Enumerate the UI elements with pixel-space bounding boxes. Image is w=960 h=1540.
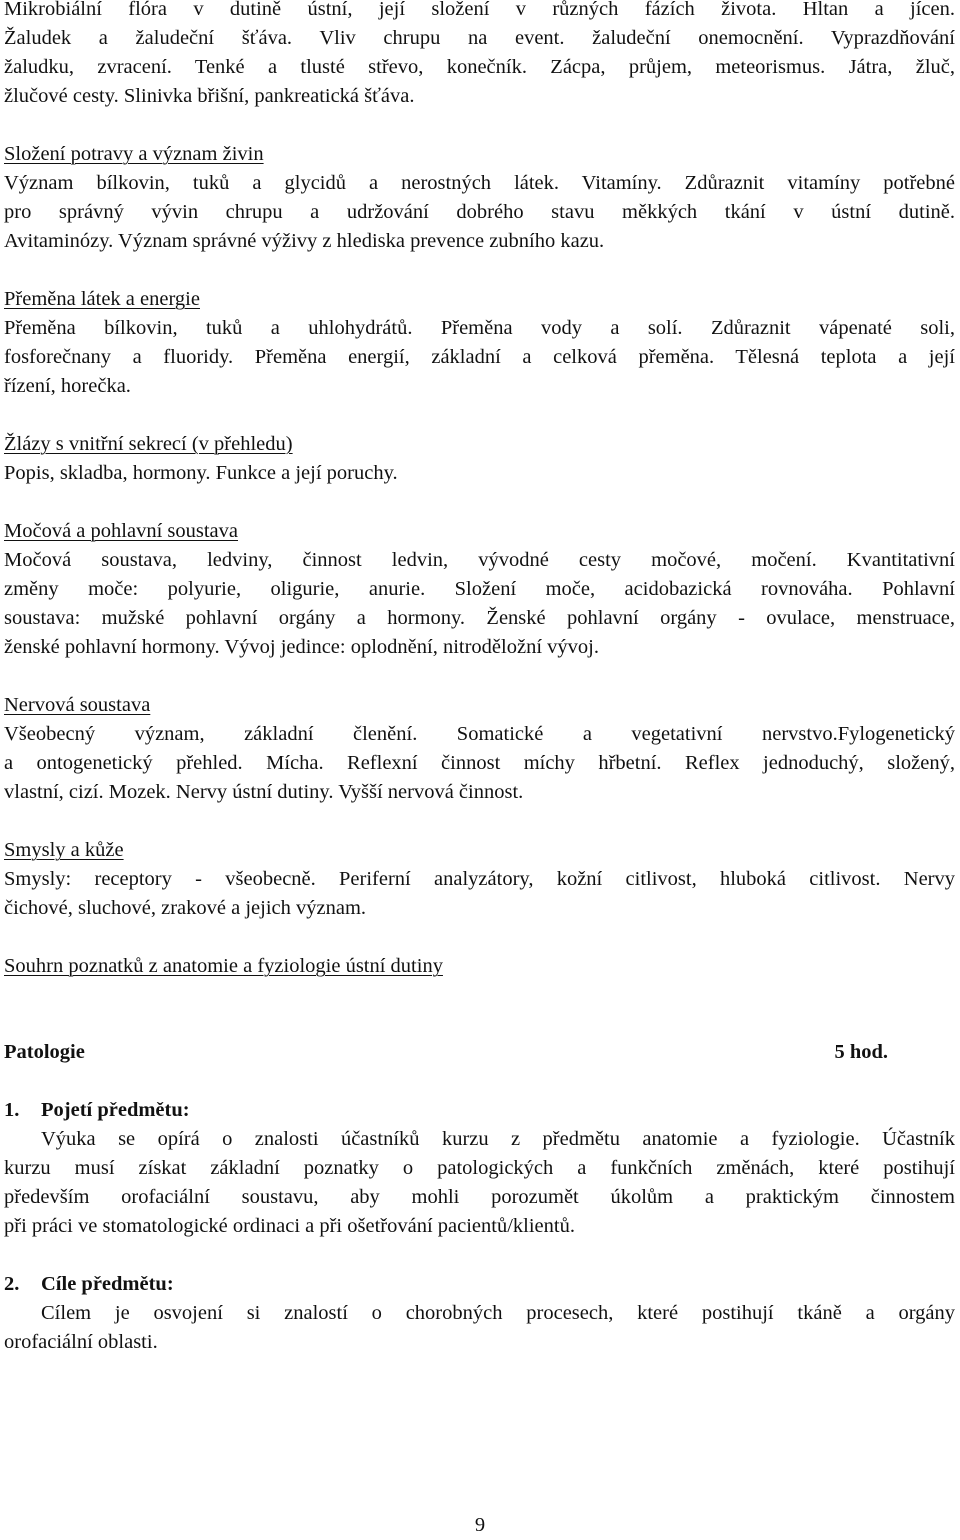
text-line: Cílem je osvojení si znalostí o chorobných procesech, které postihují tkáně a orgány <box>41 1302 955 1324</box>
heading-number: 1. <box>4 1099 20 1121</box>
text-line: Význam bílkovin, tuků a glycidů a nerostných látek. Vitamíny. Zdůraznit vitamíny potřebné <box>4 172 955 194</box>
section-heading: Žlázy s vnitřní sekrecí (v přehledu) <box>4 433 293 455</box>
text-line: změny moče: polyurie, oligurie, anurie. Složení moče, acidobazická rovnováha. Pohlavní <box>4 578 955 600</box>
text-line: Popis, skladba, hormony. Funkce a její poruchy. <box>4 462 398 484</box>
numbered-section-cile <box>4 1270 955 1357</box>
section-smysly <box>4 836 955 923</box>
section-premena-latek <box>4 285 955 401</box>
text-line: Žaludek a žaludeční šťáva. Vliv chrupu na event. žaludeční onemocnění. Vyprazdňování <box>4 27 955 49</box>
intro-paragraph <box>4 0 955 111</box>
section-heading: Močová a pohlavní soustava <box>4 520 238 542</box>
section-zlazy <box>4 430 955 488</box>
numbered-section-pojeti <box>4 1096 955 1241</box>
heading-title: Cíle předmětu: <box>41 1273 174 1295</box>
numbered-heading <box>4 1270 955 1299</box>
text-line: čichové, sluchové, zrakové a jejich význam. <box>4 897 367 919</box>
text-line: soustava: mužské pohlavní orgány a hormony. Ženské pohlavní orgány - ovulace, menstruace, <box>4 607 955 629</box>
subject-header <box>4 1038 888 1067</box>
section-slozeni-potravy <box>4 140 955 256</box>
text-line: a ontogenetický přehled. Mícha. Reflexní činnost míchy hřbetní. Reflex jednoduchý, složený, <box>4 752 955 774</box>
text-line: ženské pohlavní hormony. Vývoj jedince: oplodnění, nitroděložní vývoj. <box>4 636 599 658</box>
subject-hours: 5 hod. <box>834 1041 888 1063</box>
text-line: fosforečnany a fluoridy. Přeměna energií, základní a celková přeměna. Tělesná teplota a její <box>4 346 955 368</box>
document-page <box>4 0 955 1357</box>
text-line: orofaciální oblasti. <box>4 1331 158 1353</box>
numbered-heading <box>4 1096 955 1125</box>
section-heading: Smysly a kůže <box>4 839 124 861</box>
text-line: Výuka se opírá o znalosti účastníků kurzu z předmětu anatomie a fyziologie. Účastník <box>41 1128 955 1150</box>
text-line: Všeobecný význam, základní členění. Somatické a vegetativní nervstvo.Fylogenetický <box>4 723 955 745</box>
text-line: Přeměna bílkovin, tuků a uhlohydrátů. Přeměna vody a solí. Zdůraznit vápenaté soli, <box>4 317 955 339</box>
section-nervova-soustava <box>4 691 955 807</box>
text-line: vlastní, cizí. Mozek. Nervy ústní dutiny. Vyšší nervová činnost. <box>4 781 524 803</box>
heading-title: Pojetí předmětu: <box>41 1099 190 1121</box>
text-line: Mikrobiální flóra v dutině ústní, její složení v různých fázích života. Hltan a jícen. <box>4 0 955 20</box>
section-souhrn <box>4 952 955 981</box>
text-line: žaludku, zvracení. Tenké a tlusté střevo, konečník. Zácpa, průjem, meteorismus. Játra, žluč, <box>4 56 955 78</box>
section-heading: Nervová soustava <box>4 694 151 716</box>
section-mocova-soustava <box>4 517 955 662</box>
text-line: žlučové cesty. Slinivka břišní, pankreatická šťáva. <box>4 85 415 107</box>
subject-title: Patologie <box>4 1041 85 1063</box>
text-line: řízení, horečka. <box>4 375 131 397</box>
text-line: kurzu musí získat základní poznatky o patologických a funkčních změnách, které postihují <box>4 1157 955 1179</box>
text-line: Močová soustava, ledviny, činnost ledvin, vývodné cesty močové, močení. Kvantitativní <box>4 549 955 571</box>
page-number: 9 <box>474 1514 486 1536</box>
text-line: při práci ve stomatologické ordinaci a při ošetřování pacientů/klientů. <box>4 1215 575 1237</box>
text-line: především orofaciální soustavu, aby mohli porozumět úkolům a praktickým činnostem <box>4 1186 955 1208</box>
heading-number: 2. <box>4 1273 20 1295</box>
text-line: Avitaminózy. Význam správné výživy z hlediska prevence zubního kazu. <box>4 230 605 252</box>
section-heading: Souhrn poznatků z anatomie a fyziologie ústní dutiny <box>4 955 443 977</box>
text-line: Smysly: receptory - všeobecně. Periferní analyzátory, kožní citlivost, hluboká citlivost. Nervy <box>4 868 955 890</box>
section-heading: Složení potravy a význam živin <box>4 143 264 165</box>
section-heading: Přeměna látek a energie <box>4 288 200 310</box>
text-line: pro správný vývin chrupu a udržování dobrého stavu měkkých tkání v ústní dutině. <box>4 201 955 223</box>
